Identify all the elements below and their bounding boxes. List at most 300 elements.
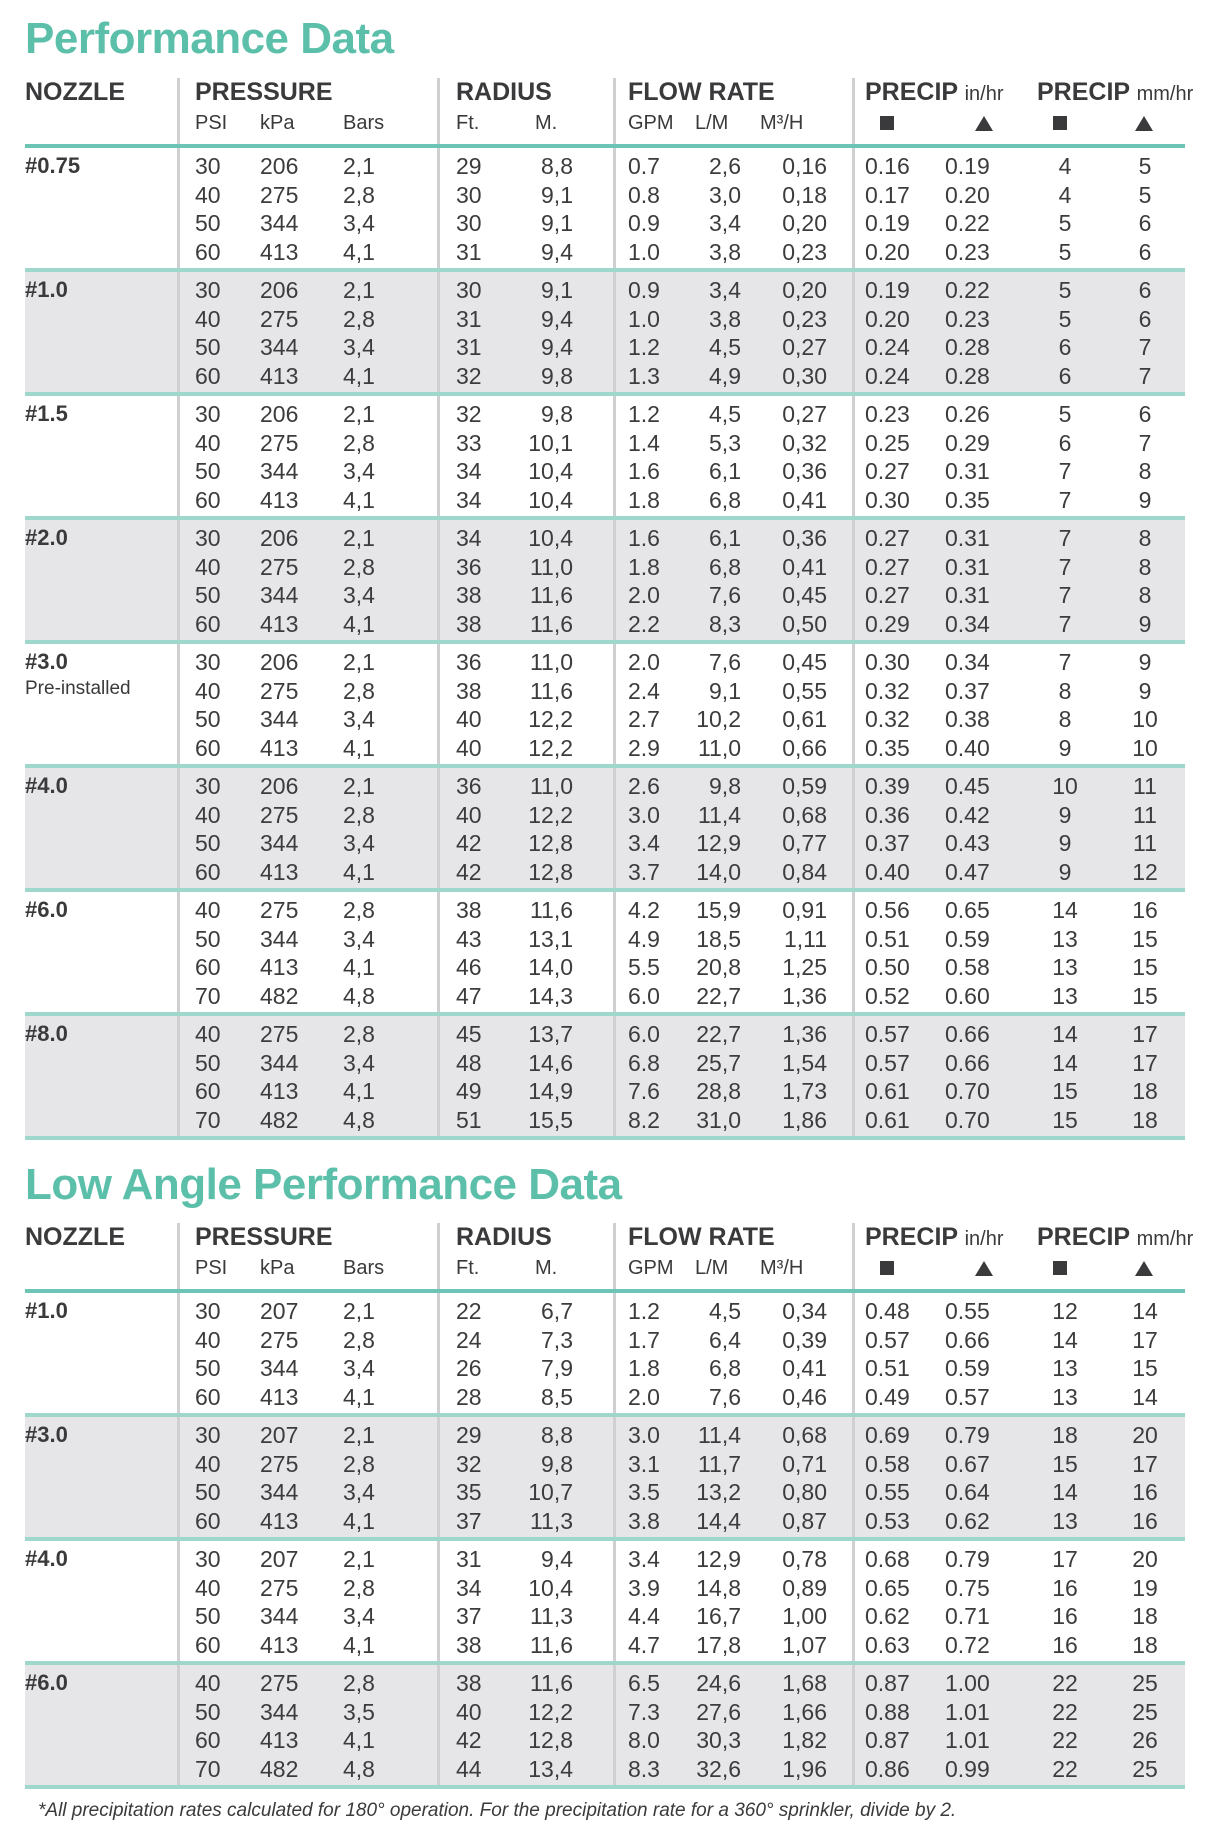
- table-cell: 14,4: [696, 1508, 741, 1535]
- table-cell: 275: [260, 1450, 299, 1477]
- table-cell: 482: [260, 983, 299, 1010]
- table-cell: 0.19: [865, 210, 910, 237]
- table-cell: 0,87: [782, 1508, 827, 1535]
- table-cell: 60: [195, 363, 221, 390]
- table-cell: 4,1: [343, 487, 375, 514]
- header-pressure-label: PRESSURE: [195, 1223, 333, 1251]
- table-cell: 6: [1138, 401, 1152, 427]
- table-cell: 275: [260, 1574, 299, 1601]
- table-cell: 275: [260, 801, 299, 828]
- table-cell: 37: [456, 1603, 482, 1630]
- header-precip-mm-label: PRECIP: [1037, 1223, 1130, 1251]
- table-cell: 0,34: [782, 1298, 827, 1324]
- table-cell: 14: [1052, 897, 1078, 923]
- table-cell: 13: [1052, 1384, 1078, 1411]
- header-nozzle-label: NOZZLE: [25, 1223, 125, 1251]
- table-cell: 40: [195, 305, 221, 332]
- table-cell: 2,8: [343, 801, 375, 828]
- nozzle-label: #1.5: [25, 401, 68, 426]
- table-cell: 11,6: [529, 897, 573, 923]
- table-header: [25, 78, 1194, 156]
- table-cell: 2,8: [343, 1021, 375, 1047]
- table-cell: 1,73: [782, 1078, 827, 1105]
- table-cell: 40: [195, 1021, 221, 1047]
- table-cell: 40: [456, 735, 482, 762]
- table-cell: 0,41: [782, 553, 827, 580]
- table-cell: 1,36: [782, 983, 827, 1010]
- table-row: [25, 525, 1185, 553]
- table-cell: 16,7: [696, 1603, 741, 1630]
- nozzle-label: #1.0: [25, 277, 68, 302]
- table-cell: 0.37: [865, 830, 910, 857]
- table-row: [25, 277, 1185, 305]
- table-cell: 0.55: [945, 1298, 990, 1324]
- table-cell: 0,71: [782, 1450, 827, 1477]
- table-cell: 0,68: [782, 1422, 827, 1448]
- table-cell: 7,6: [709, 1384, 741, 1411]
- subheader-ft: Ft.: [456, 112, 480, 134]
- table-cell: 9: [1138, 649, 1152, 675]
- table-cell: 0.99: [945, 1756, 990, 1783]
- table-cell: 50: [195, 1049, 221, 1076]
- table-cell: 70: [195, 1756, 221, 1783]
- table-cell: 9: [1138, 677, 1152, 704]
- table-cell: 3,4: [343, 1355, 375, 1382]
- nozzle-group: [25, 1016, 1185, 1140]
- table-cell: 0,78: [782, 1546, 827, 1572]
- table-cell: 0.68: [865, 1546, 910, 1572]
- table-cell: 1.8: [628, 487, 660, 514]
- table-row: [25, 487, 1185, 515]
- header-radius: [456, 1223, 552, 1252]
- table-cell: 11,6: [529, 611, 573, 638]
- table-cell: 33: [456, 429, 482, 456]
- table-row: [25, 1699, 1185, 1727]
- table-cell: 0.67: [945, 1450, 990, 1477]
- table-cell: 7,6: [709, 649, 741, 675]
- table-cell: 12,8: [528, 1727, 573, 1754]
- table-cell: 206: [260, 773, 299, 799]
- table-cell: 482: [260, 1107, 299, 1134]
- table-cell: 0.70: [945, 1078, 990, 1105]
- table-cell: 4,8: [343, 1756, 375, 1783]
- table-cell: 13: [1052, 983, 1078, 1010]
- nozzle-group: [25, 396, 1185, 520]
- table-cell: 34: [456, 1574, 482, 1601]
- table-cell: 0.52: [865, 983, 910, 1010]
- group-rule: [25, 1136, 1185, 1140]
- table-cell: 11,0: [529, 649, 573, 675]
- table-cell: 11,6: [529, 1670, 573, 1696]
- performance-table: [25, 78, 1194, 1140]
- table-cell: 50: [195, 1698, 221, 1725]
- table-cell: 4,1: [343, 1508, 375, 1535]
- table-cell: 12,9: [696, 1546, 741, 1572]
- table-cell: 30: [195, 153, 221, 179]
- subheader-kpa: kPa: [260, 1257, 295, 1279]
- table-cell: 29: [456, 153, 482, 179]
- table-cell: 47: [456, 983, 482, 1010]
- table-cell: 22: [1052, 1756, 1078, 1783]
- table-cell: 14,6: [528, 1049, 573, 1076]
- table-cell: 6: [1138, 210, 1152, 237]
- table-cell: 344: [260, 210, 299, 237]
- table-cell: 10: [1052, 773, 1078, 799]
- table-cell: 12,2: [528, 706, 573, 733]
- table-row: [25, 554, 1185, 582]
- table-cell: 40: [195, 429, 221, 456]
- table-cell: 0,36: [782, 458, 827, 485]
- table-cell: 60: [195, 954, 221, 981]
- table-cell: 10: [1132, 735, 1158, 762]
- table-cell: 15: [1132, 954, 1158, 981]
- subheader-ft: Ft.: [456, 1257, 480, 1279]
- table-cell: 18: [1132, 1603, 1158, 1630]
- table-cell: 11,0: [529, 553, 573, 580]
- table-cell: 8,8: [541, 153, 573, 179]
- square-icon: [880, 116, 894, 135]
- table-cell: 206: [260, 525, 299, 551]
- table-cell: 8,8: [541, 1422, 573, 1448]
- table-cell: 10: [1132, 706, 1158, 733]
- table-cell: 2.0: [628, 649, 660, 675]
- table-cell: 4,5: [709, 334, 741, 361]
- table-cell: 1.6: [628, 525, 660, 551]
- table-row: [25, 926, 1185, 954]
- table-cell: 13,7: [528, 1021, 573, 1047]
- table-row: [25, 1078, 1185, 1106]
- table-row: [25, 954, 1185, 982]
- table-row: [25, 1327, 1185, 1355]
- table-cell: 2,8: [343, 181, 375, 208]
- header-precip-in: [865, 78, 1004, 107]
- table-cell: 0.20: [945, 181, 990, 208]
- table-cell: 30: [195, 649, 221, 675]
- table-cell: 1.8: [628, 553, 660, 580]
- table-cell: 5: [1138, 181, 1152, 208]
- table-cell: 4,5: [709, 401, 741, 427]
- table-cell: 14: [1052, 1479, 1078, 1506]
- table-cell: 60: [195, 1384, 221, 1411]
- table-cell: 17: [1132, 1049, 1158, 1076]
- table-cell: 15,9: [696, 897, 741, 923]
- table-cell: 2,1: [343, 649, 375, 675]
- table-row: [25, 239, 1185, 267]
- table-cell: 3.7: [628, 859, 660, 886]
- subheader-bars: Bars: [343, 1257, 385, 1279]
- low-angle-table: [25, 1223, 1194, 1789]
- table-cell: 38: [456, 582, 482, 609]
- table-cell: 31: [456, 334, 482, 361]
- table-cell: 6,1: [709, 525, 741, 551]
- table-cell: 1.0: [628, 239, 660, 266]
- triangle-icon: [975, 1261, 993, 1281]
- table-cell: 6: [1138, 239, 1152, 266]
- table-cell: 50: [195, 582, 221, 609]
- table-cell: 275: [260, 677, 299, 704]
- table-cell: 12,8: [528, 830, 573, 857]
- table-cell: 19: [1132, 1574, 1158, 1601]
- table-cell: 6.0: [628, 983, 660, 1010]
- table-cell: 11,6: [529, 1632, 573, 1659]
- table-cell: 6,4: [709, 1326, 741, 1353]
- table-cell: 3,8: [709, 305, 741, 332]
- table-cell: 9,4: [541, 1546, 573, 1572]
- footnote: *All precipitation rates calculated for 180° operation. For the precipitation rate for a 360° sprinkler, divide by 2.: [38, 1800, 957, 1821]
- table-cell: 4,1: [343, 611, 375, 638]
- nozzle-label: #2.0: [25, 525, 68, 550]
- table-cell: 50: [195, 334, 221, 361]
- table-row: [25, 401, 1185, 429]
- table-cell: 0.63: [865, 1632, 910, 1659]
- table-cell: 25,7: [696, 1049, 741, 1076]
- table-cell: 22: [1052, 1727, 1078, 1754]
- table-cell: 2,8: [343, 1574, 375, 1601]
- table-cell: 413: [260, 1508, 299, 1535]
- table-cell: 344: [260, 1698, 299, 1725]
- subheader-kpa: kPa: [260, 112, 295, 134]
- table-cell: 0,41: [782, 1355, 827, 1382]
- table-cell: 0.39: [865, 773, 910, 799]
- table-cell: 6.0: [628, 1021, 660, 1047]
- table-cell: 7: [1058, 487, 1072, 514]
- table-cell: 30: [456, 210, 482, 237]
- table-cell: 70: [195, 983, 221, 1010]
- table-cell: 4,1: [343, 735, 375, 762]
- nozzle-label: #4.0: [25, 773, 68, 798]
- table-cell: 6: [1138, 305, 1152, 332]
- table-cell: 60: [195, 859, 221, 886]
- table-cell: 36: [456, 553, 482, 580]
- table-row: [25, 1107, 1185, 1135]
- table-cell: 4.9: [628, 925, 660, 952]
- table-cell: 60: [195, 1078, 221, 1105]
- table-cell: 11,7: [697, 1450, 741, 1477]
- table-cell: 0.31: [945, 553, 990, 580]
- table-cell: 8.0: [628, 1727, 660, 1754]
- table-cell: 50: [195, 1603, 221, 1630]
- table-cell: 8.3: [628, 1756, 660, 1783]
- table-cell: 51: [456, 1107, 482, 1134]
- table-cell: 40: [195, 677, 221, 704]
- header-nozzle: [25, 78, 125, 107]
- table-row: [25, 735, 1185, 763]
- table-cell: 0.61: [865, 1107, 910, 1134]
- table-cell: 344: [260, 1603, 299, 1630]
- table-cell: 10,7: [528, 1479, 573, 1506]
- header-radius-label: RADIUS: [456, 1223, 552, 1251]
- nozzle-label: #6.0: [25, 897, 68, 922]
- table-cell: 25: [1132, 1756, 1158, 1783]
- table-cell: 413: [260, 954, 299, 981]
- table-cell: 15: [1132, 1355, 1158, 1382]
- table-cell: 50: [195, 210, 221, 237]
- table-cell: 0.26: [945, 401, 990, 427]
- table-row: [25, 182, 1185, 210]
- table-cell: 0,45: [782, 582, 827, 609]
- table-cell: 4,1: [343, 859, 375, 886]
- table-cell: 9: [1058, 735, 1072, 762]
- table-cell: 22: [1052, 1670, 1078, 1696]
- table-cell: 60: [195, 611, 221, 638]
- table-cell: 3,8: [709, 239, 741, 266]
- table-cell: 9,8: [541, 1450, 573, 1477]
- square-icon: [1053, 116, 1067, 135]
- table-cell: 1.3: [628, 363, 660, 390]
- subheader-lm: L/M: [695, 112, 729, 134]
- table-cell: 413: [260, 1384, 299, 1411]
- table-cell: 6: [1138, 277, 1152, 303]
- table-cell: 482: [260, 1756, 299, 1783]
- table-cell: 0.55: [865, 1479, 910, 1506]
- table-cell: 18: [1132, 1107, 1158, 1134]
- table-cell: 35: [456, 1479, 482, 1506]
- table-cell: 3.0: [628, 801, 660, 828]
- table-cell: 0.37: [945, 677, 990, 704]
- table-cell: 12,2: [528, 735, 573, 762]
- table-cell: 0.59: [945, 1355, 990, 1382]
- table-cell: 42: [456, 830, 482, 857]
- table-cell: 2,1: [343, 277, 375, 303]
- table-cell: 17: [1132, 1450, 1158, 1477]
- low-angle-title: Low Angle Performance Data: [25, 1160, 622, 1209]
- table-cell: 5,3: [709, 429, 741, 456]
- table-cell: 275: [260, 429, 299, 456]
- table-cell: 0,55: [782, 677, 827, 704]
- header-flow-rate: [628, 1223, 775, 1252]
- table-cell: 1,86: [782, 1107, 827, 1134]
- table-cell: 12,8: [528, 859, 573, 886]
- table-cell: 0,61: [782, 706, 827, 733]
- table-cell: 24,6: [696, 1670, 741, 1696]
- table-cell: 0.23: [865, 401, 910, 427]
- table-cell: 16: [1052, 1603, 1078, 1630]
- table-cell: 3,4: [709, 277, 741, 303]
- table-cell: 28: [456, 1384, 482, 1411]
- table-row: [25, 706, 1185, 734]
- table-cell: 50: [195, 458, 221, 485]
- table-cell: 3,4: [709, 210, 741, 237]
- table-cell: 4,1: [343, 1727, 375, 1754]
- table-cell: 0.62: [945, 1508, 990, 1535]
- subheader-m3h: M³/H: [760, 112, 804, 134]
- header-precip-in: [865, 1223, 1004, 1252]
- table-cell: 0.50: [865, 954, 910, 981]
- table-cell: 2,1: [343, 401, 375, 427]
- table-cell: 0,41: [782, 487, 827, 514]
- table-cell: 0,32: [782, 429, 827, 456]
- table-cell: 0.87: [865, 1670, 910, 1696]
- table-cell: 4,8: [343, 1107, 375, 1134]
- table-cell: 16: [1132, 897, 1158, 923]
- table-cell: 14: [1132, 1298, 1158, 1324]
- table-cell: 0.31: [945, 525, 990, 551]
- table-cell: 0,23: [782, 239, 827, 266]
- table-cell: 30: [195, 1298, 221, 1324]
- table-cell: 2.7: [628, 706, 660, 733]
- table-cell: 0,20: [782, 277, 827, 303]
- table-cell: 5: [1058, 277, 1072, 303]
- triangle-icon: [1135, 1261, 1153, 1281]
- table-cell: 16: [1052, 1574, 1078, 1601]
- table-cell: 8.2: [628, 1107, 660, 1134]
- table-cell: 0,59: [782, 773, 827, 799]
- table-cell: 31,0: [696, 1107, 741, 1134]
- table-cell: 4,1: [343, 954, 375, 981]
- table-cell: 3,4: [343, 334, 375, 361]
- table-cell: 1,82: [782, 1727, 827, 1754]
- table-cell: 0.87: [865, 1727, 910, 1754]
- table-cell: 0.24: [865, 363, 910, 390]
- table-cell: 14: [1052, 1021, 1078, 1047]
- table-cell: 1,25: [782, 954, 827, 981]
- table-cell: 46: [456, 954, 482, 981]
- nozzle-group: [25, 272, 1185, 396]
- table-cell: 0.27: [865, 582, 910, 609]
- table-cell: 3.0: [628, 1422, 660, 1448]
- subheader-m3h: M³/H: [760, 1257, 804, 1279]
- table-cell: 42: [456, 859, 482, 886]
- table-cell: 0,18: [782, 181, 827, 208]
- header-precip-in-label: PRECIP: [865, 78, 958, 106]
- table-cell: 344: [260, 1479, 299, 1506]
- table-cell: 11,4: [697, 801, 741, 828]
- table-cell: 0.58: [865, 1450, 910, 1477]
- table-cell: 4.7: [628, 1632, 660, 1659]
- table-cell: 3.5: [628, 1479, 660, 1506]
- table-cell: 0,80: [782, 1479, 827, 1506]
- table-cell: 344: [260, 925, 299, 952]
- table-cell: 344: [260, 334, 299, 361]
- header-radius-label: RADIUS: [456, 78, 552, 106]
- table-cell: 11,6: [529, 582, 573, 609]
- subheader-gpm: GPM: [628, 1257, 674, 1279]
- table-cell: 3,4: [343, 458, 375, 485]
- table-cell: 48: [456, 1049, 482, 1076]
- header-precip-mm-label: PRECIP: [1037, 78, 1130, 106]
- table-cell: 60: [195, 1508, 221, 1535]
- table-cell: 0.23: [945, 305, 990, 332]
- table-row: [25, 1050, 1185, 1078]
- triangle-icon: [1135, 116, 1153, 136]
- header-precip-in-unit: in/hr: [964, 1228, 1004, 1250]
- table-cell: 60: [195, 1632, 221, 1659]
- table-cell: 4: [1058, 153, 1072, 179]
- table-cell: 10,4: [528, 1574, 573, 1601]
- table-cell: 0.31: [945, 458, 990, 485]
- subheader-bars: Bars: [343, 112, 385, 134]
- table-cell: 15: [1132, 983, 1158, 1010]
- nozzle-group: [25, 1293, 1185, 1417]
- nozzle-group: [25, 1417, 1185, 1541]
- table-cell: 207: [260, 1298, 299, 1324]
- table-cell: 31: [456, 1546, 482, 1572]
- table-cell: 0.66: [945, 1326, 990, 1353]
- table-row: [25, 1670, 1185, 1698]
- table-cell: 2,1: [343, 153, 375, 179]
- table-cell: 8: [1138, 553, 1152, 580]
- table-cell: 1,54: [782, 1049, 827, 1076]
- table-cell: 0.29: [945, 429, 990, 456]
- table-cell: 3.1: [628, 1450, 660, 1477]
- table-cell: 10,4: [528, 525, 573, 551]
- nozzle-label: #1.0: [25, 1298, 68, 1323]
- square-icon: [880, 1261, 894, 1280]
- table-cell: 0.7: [628, 153, 660, 179]
- table-cell: 0.65: [945, 897, 990, 923]
- table-row: [25, 306, 1185, 334]
- table-cell: 0.20: [865, 305, 910, 332]
